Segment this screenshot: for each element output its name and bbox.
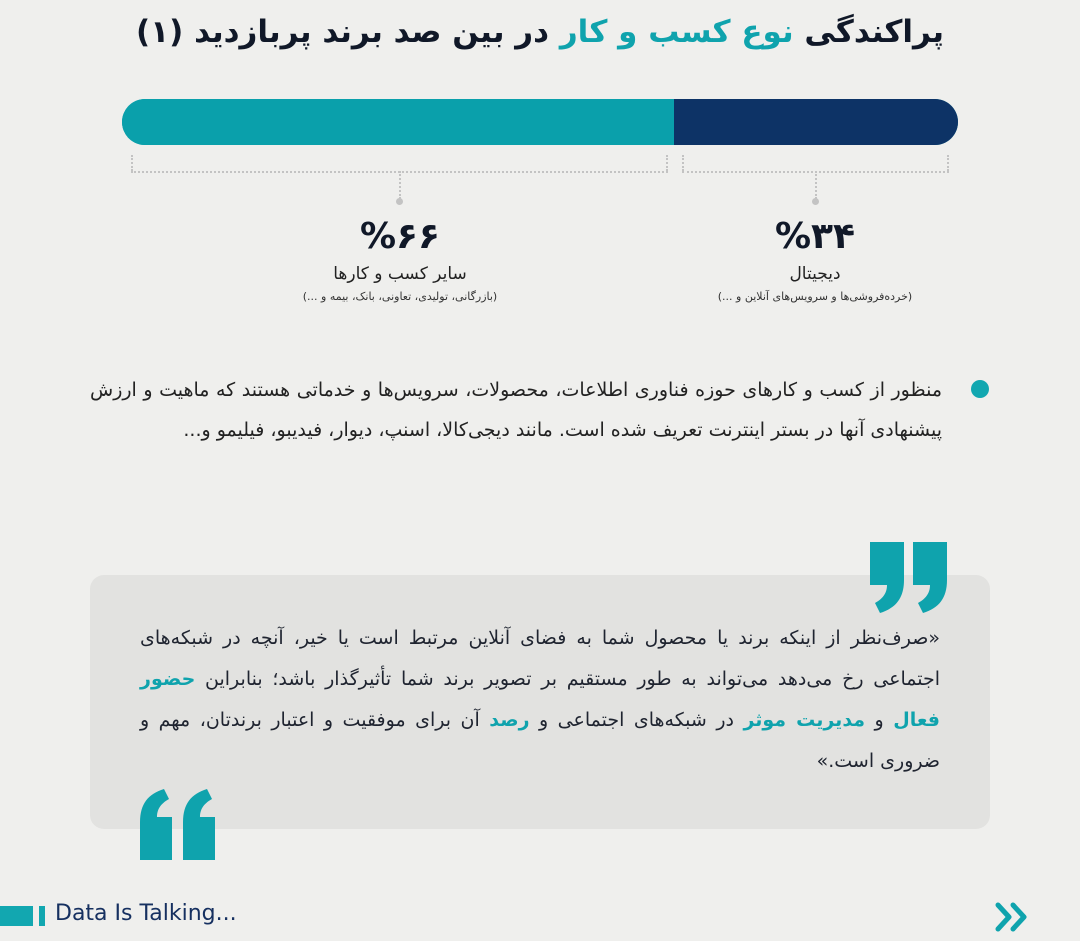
title-part2: در بین صد برند پربازدید (۱) (136, 14, 560, 50)
quote-highlight-effective-management: مدیریت موثر (743, 709, 866, 731)
quote-highlight-active-presence: حضور فعال (140, 668, 940, 731)
closing-quote-icon (868, 540, 950, 614)
stat-other-description: (بازرگانی، تولیدی، تعاونی، بانک، بیمه و ...) (302, 290, 498, 303)
next-arrows-icon[interactable] (995, 901, 1031, 933)
footer-accent-bar-thin (39, 906, 45, 926)
bracket-digital-dot (812, 198, 819, 205)
quote-text (140, 618, 940, 782)
stat-digital-description: (خرده‌فروشی‌ها و سرویس‌های آنلاین و ...) (717, 290, 913, 303)
quote-part2: و (865, 709, 894, 731)
stat-digital (665, 216, 965, 303)
stat-digital-label: دیجیتال (789, 264, 841, 284)
definition-text: منظور از کسب و کارهای حوزه فناوری اطلاعات، محصولات، سرویس‌ها و خدماتی هستند که ماهیت و ارزش پیشنهادی آنها در بستر اینترنت تعریف شده است. مانند دیجی‌کالا، اسنپ، دیوار، فیدیبو، فیلیمو و... (90, 379, 942, 441)
opening-quote-icon (138, 788, 218, 862)
bar-segment-other (122, 99, 674, 145)
title-part1: پراکندگی (793, 14, 944, 50)
bar-segment-digital (674, 99, 958, 145)
bracket-other-left (131, 155, 133, 171)
quote-part1: «صرف‌نظر از اینکه برند یا محصول شما به فضای آنلاین مرتبط است یا خیر، آنچه در شبکه‌های اجتماعی رخ می‌دهد می‌تواند به طور مستقیم بر تصویر برند شما تأثیرگذار باشد؛ بنابراین (140, 627, 940, 690)
stacked-bar-chart (122, 99, 958, 145)
bracket-digital-right (947, 155, 949, 171)
quote-part3: در شبکه‌های اجتماعی و (529, 709, 744, 731)
footer-accent-bar (0, 906, 33, 926)
stat-other-value: %۶۶ (359, 216, 440, 257)
stat-digital-value: %۳۴ (774, 216, 855, 257)
bracket-other-drop (399, 171, 401, 199)
stat-other (230, 216, 570, 303)
quote-highlight-monitoring: رصد (489, 709, 530, 731)
bracket-other-right (666, 155, 668, 171)
bullet-icon (971, 380, 989, 398)
page-title (0, 14, 1080, 50)
quote-part4: آن برای موفقیت و اعتبار برندتان، مهم و ضروری است.» (140, 709, 940, 772)
bracket-digital-left (682, 155, 684, 171)
title-accent: نوع کسب و کار (559, 14, 794, 50)
bracket-digital-drop (815, 171, 817, 199)
bracket-other-dot (396, 198, 403, 205)
stat-other-label: سایر کسب و کارها (333, 264, 467, 284)
footer-brand: Data Is Talking... (55, 901, 237, 926)
